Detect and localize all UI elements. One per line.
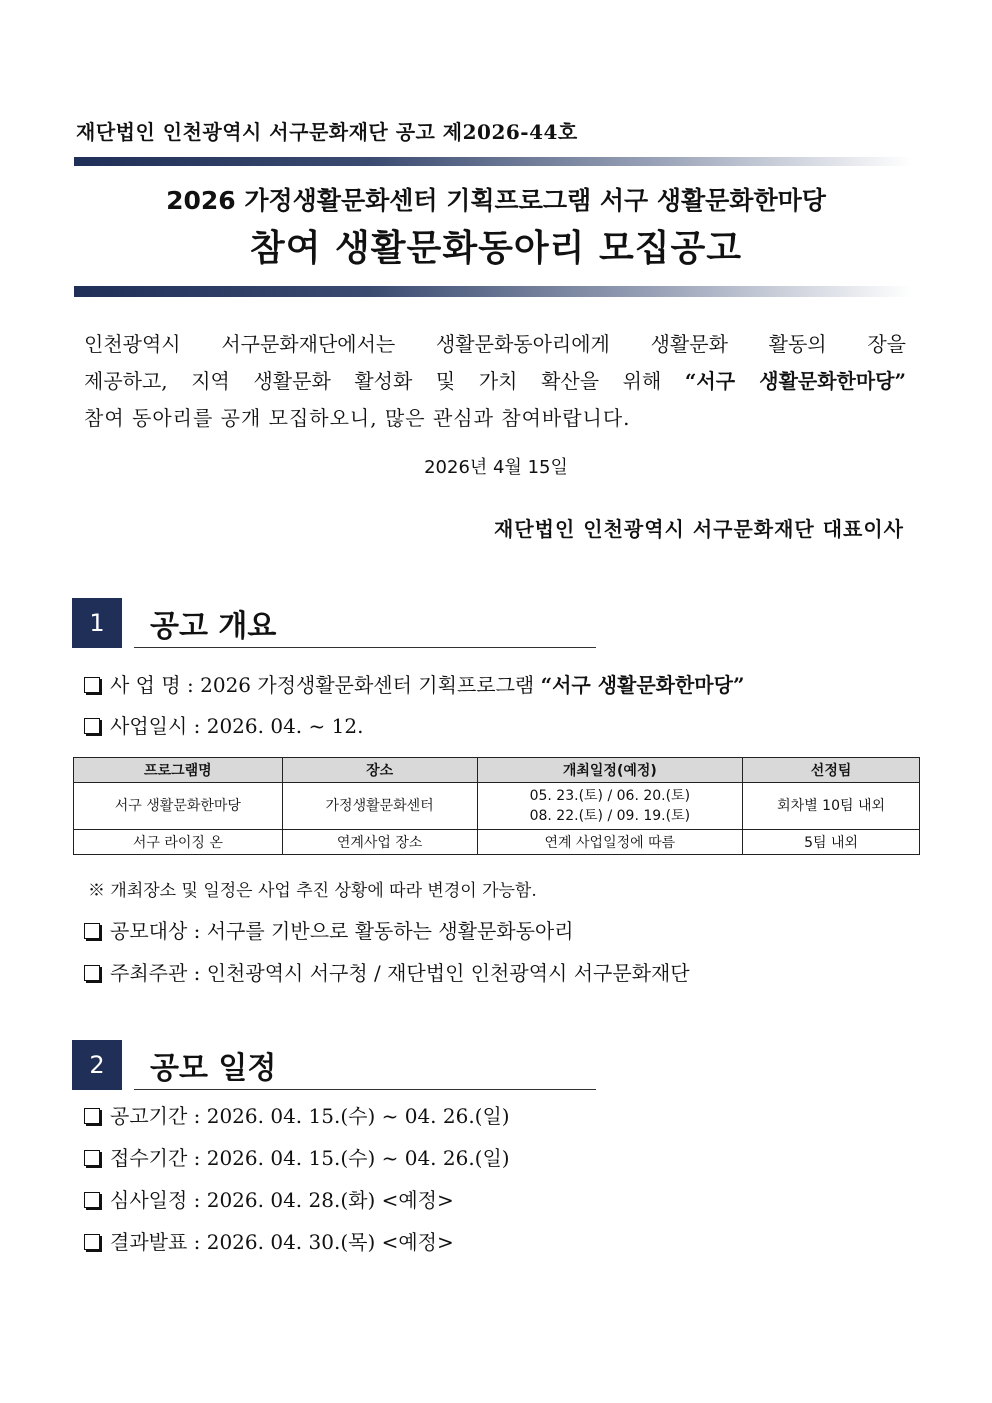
section-1-underline bbox=[134, 647, 596, 648]
bullet-review-date-text: 심사일정 : 2026. 04. 28.(화) <예정> bbox=[110, 1188, 454, 1212]
section-2-underline bbox=[134, 1089, 596, 1090]
bullet-project-name-text: 사 업 명 : 2026 가정생활문화센터 기획프로그램 bbox=[110, 673, 541, 697]
bullet-organizer bbox=[84, 957, 690, 986]
intro-line-1: 인천광역시 서구문화재단에서는 생활문화동아리에게 생활문화 활동의 장을 bbox=[84, 332, 906, 356]
notice-number: 재단법인 인천광역시 서구문화재단 공고 제2026-44호 bbox=[76, 120, 578, 144]
checkbox-icon bbox=[84, 1234, 100, 1250]
table-row bbox=[74, 783, 920, 830]
bullet-target bbox=[84, 915, 574, 944]
cell-program: 서구 라이징 온 bbox=[74, 830, 283, 855]
cell-program: 서구 생활문화한마당 bbox=[74, 783, 283, 830]
section-2-title: 공모 일정 bbox=[150, 1051, 277, 1086]
bullet-result-date-text: 결과발표 : 2026. 04. 30.(목) <예정> bbox=[110, 1230, 454, 1254]
bullet-notice-period bbox=[84, 1100, 510, 1129]
bullet-notice-period-text: 공고기간 : 2026. 04. 15.(수) ~ 04. 26.(일) bbox=[110, 1104, 510, 1128]
section-2-number: 2 bbox=[72, 1040, 122, 1090]
table-header-row bbox=[74, 758, 920, 783]
cell-place: 가정생활문화센터 bbox=[282, 783, 477, 830]
title-divider-top bbox=[74, 157, 912, 166]
checkbox-icon bbox=[84, 718, 100, 734]
bullet-project-name-bold: “서구 생활문화한마당” bbox=[540, 673, 745, 697]
bullet-project-period-text: 사업일시 : 2026. 04. ~ 12. bbox=[110, 714, 364, 738]
intro-line-2-bold: “서구 생활문화한마당” bbox=[684, 369, 907, 393]
checkbox-icon bbox=[84, 677, 100, 693]
intro-line-3: 참여 동아리를 공개 모집하오니, 많은 관심과 참여바랍니다. bbox=[84, 406, 631, 430]
title-line-2: 참여 생활문화동아리 모집공고 bbox=[249, 228, 743, 269]
header-teams: 선정팀 bbox=[743, 758, 920, 783]
bullet-application-period-text: 접수기간 : 2026. 04. 15.(수) ~ 04. 26.(일) bbox=[110, 1146, 510, 1170]
notice-date: 2026년 4월 15일 bbox=[424, 457, 568, 478]
bullet-target-text: 공모대상 : 서구를 기반으로 활동하는 생활문화동아리 bbox=[110, 919, 574, 943]
cell-schedule: 연계 사업일정에 따름 bbox=[477, 830, 743, 855]
checkbox-icon bbox=[84, 1192, 100, 1208]
cell-teams: 회차별 10팀 내외 bbox=[743, 783, 920, 830]
bullet-result-date bbox=[84, 1226, 454, 1255]
checkbox-icon bbox=[84, 965, 100, 981]
bullet-review-date bbox=[84, 1184, 454, 1213]
bullet-application-period bbox=[84, 1142, 510, 1171]
header-place: 장소 bbox=[282, 758, 477, 783]
header-schedule: 개최일정(예정) bbox=[477, 758, 743, 783]
program-table bbox=[73, 757, 920, 855]
checkbox-icon bbox=[84, 1108, 100, 1124]
intro-line-2-text: 제공하고, 지역 생활문화 활성화 및 가치 확산을 위해 bbox=[84, 369, 685, 393]
cell-schedule-line-1: 05. 23.(토) / 06. 20.(토) bbox=[529, 788, 691, 804]
schedule-note: ※ 개최장소 및 일정은 사업 추진 상황에 따라 변경이 가능함. bbox=[88, 881, 537, 901]
title-divider-bottom bbox=[74, 286, 912, 297]
bullet-project-name bbox=[84, 669, 744, 698]
cell-schedule-line-2: 08. 22.(토) / 09. 19.(토) bbox=[529, 808, 691, 824]
table-row bbox=[74, 830, 920, 855]
intro-paragraph bbox=[84, 326, 906, 437]
checkbox-icon bbox=[84, 923, 100, 939]
title-line-1: 2026 가정생활문화센터 기획프로그램 서구 생활문화한마당 bbox=[166, 186, 826, 215]
section-1-title: 공고 개요 bbox=[150, 609, 277, 644]
cell-place: 연계사업 장소 bbox=[282, 830, 477, 855]
intro-line-2 bbox=[84, 363, 906, 400]
header-program: 프로그램명 bbox=[74, 758, 283, 783]
bullet-project-period bbox=[84, 710, 363, 739]
cell-schedule bbox=[477, 783, 743, 830]
signer: 재단법인 인천광역시 서구문화재단 대표이사 bbox=[494, 517, 904, 541]
bullet-organizer-text: 주최주관 : 인천광역시 서구청 / 재단법인 인천광역시 서구문화재단 bbox=[110, 961, 690, 985]
checkbox-icon bbox=[84, 1150, 100, 1166]
cell-teams: 5팀 내외 bbox=[743, 830, 920, 855]
section-1-number: 1 bbox=[72, 598, 122, 648]
